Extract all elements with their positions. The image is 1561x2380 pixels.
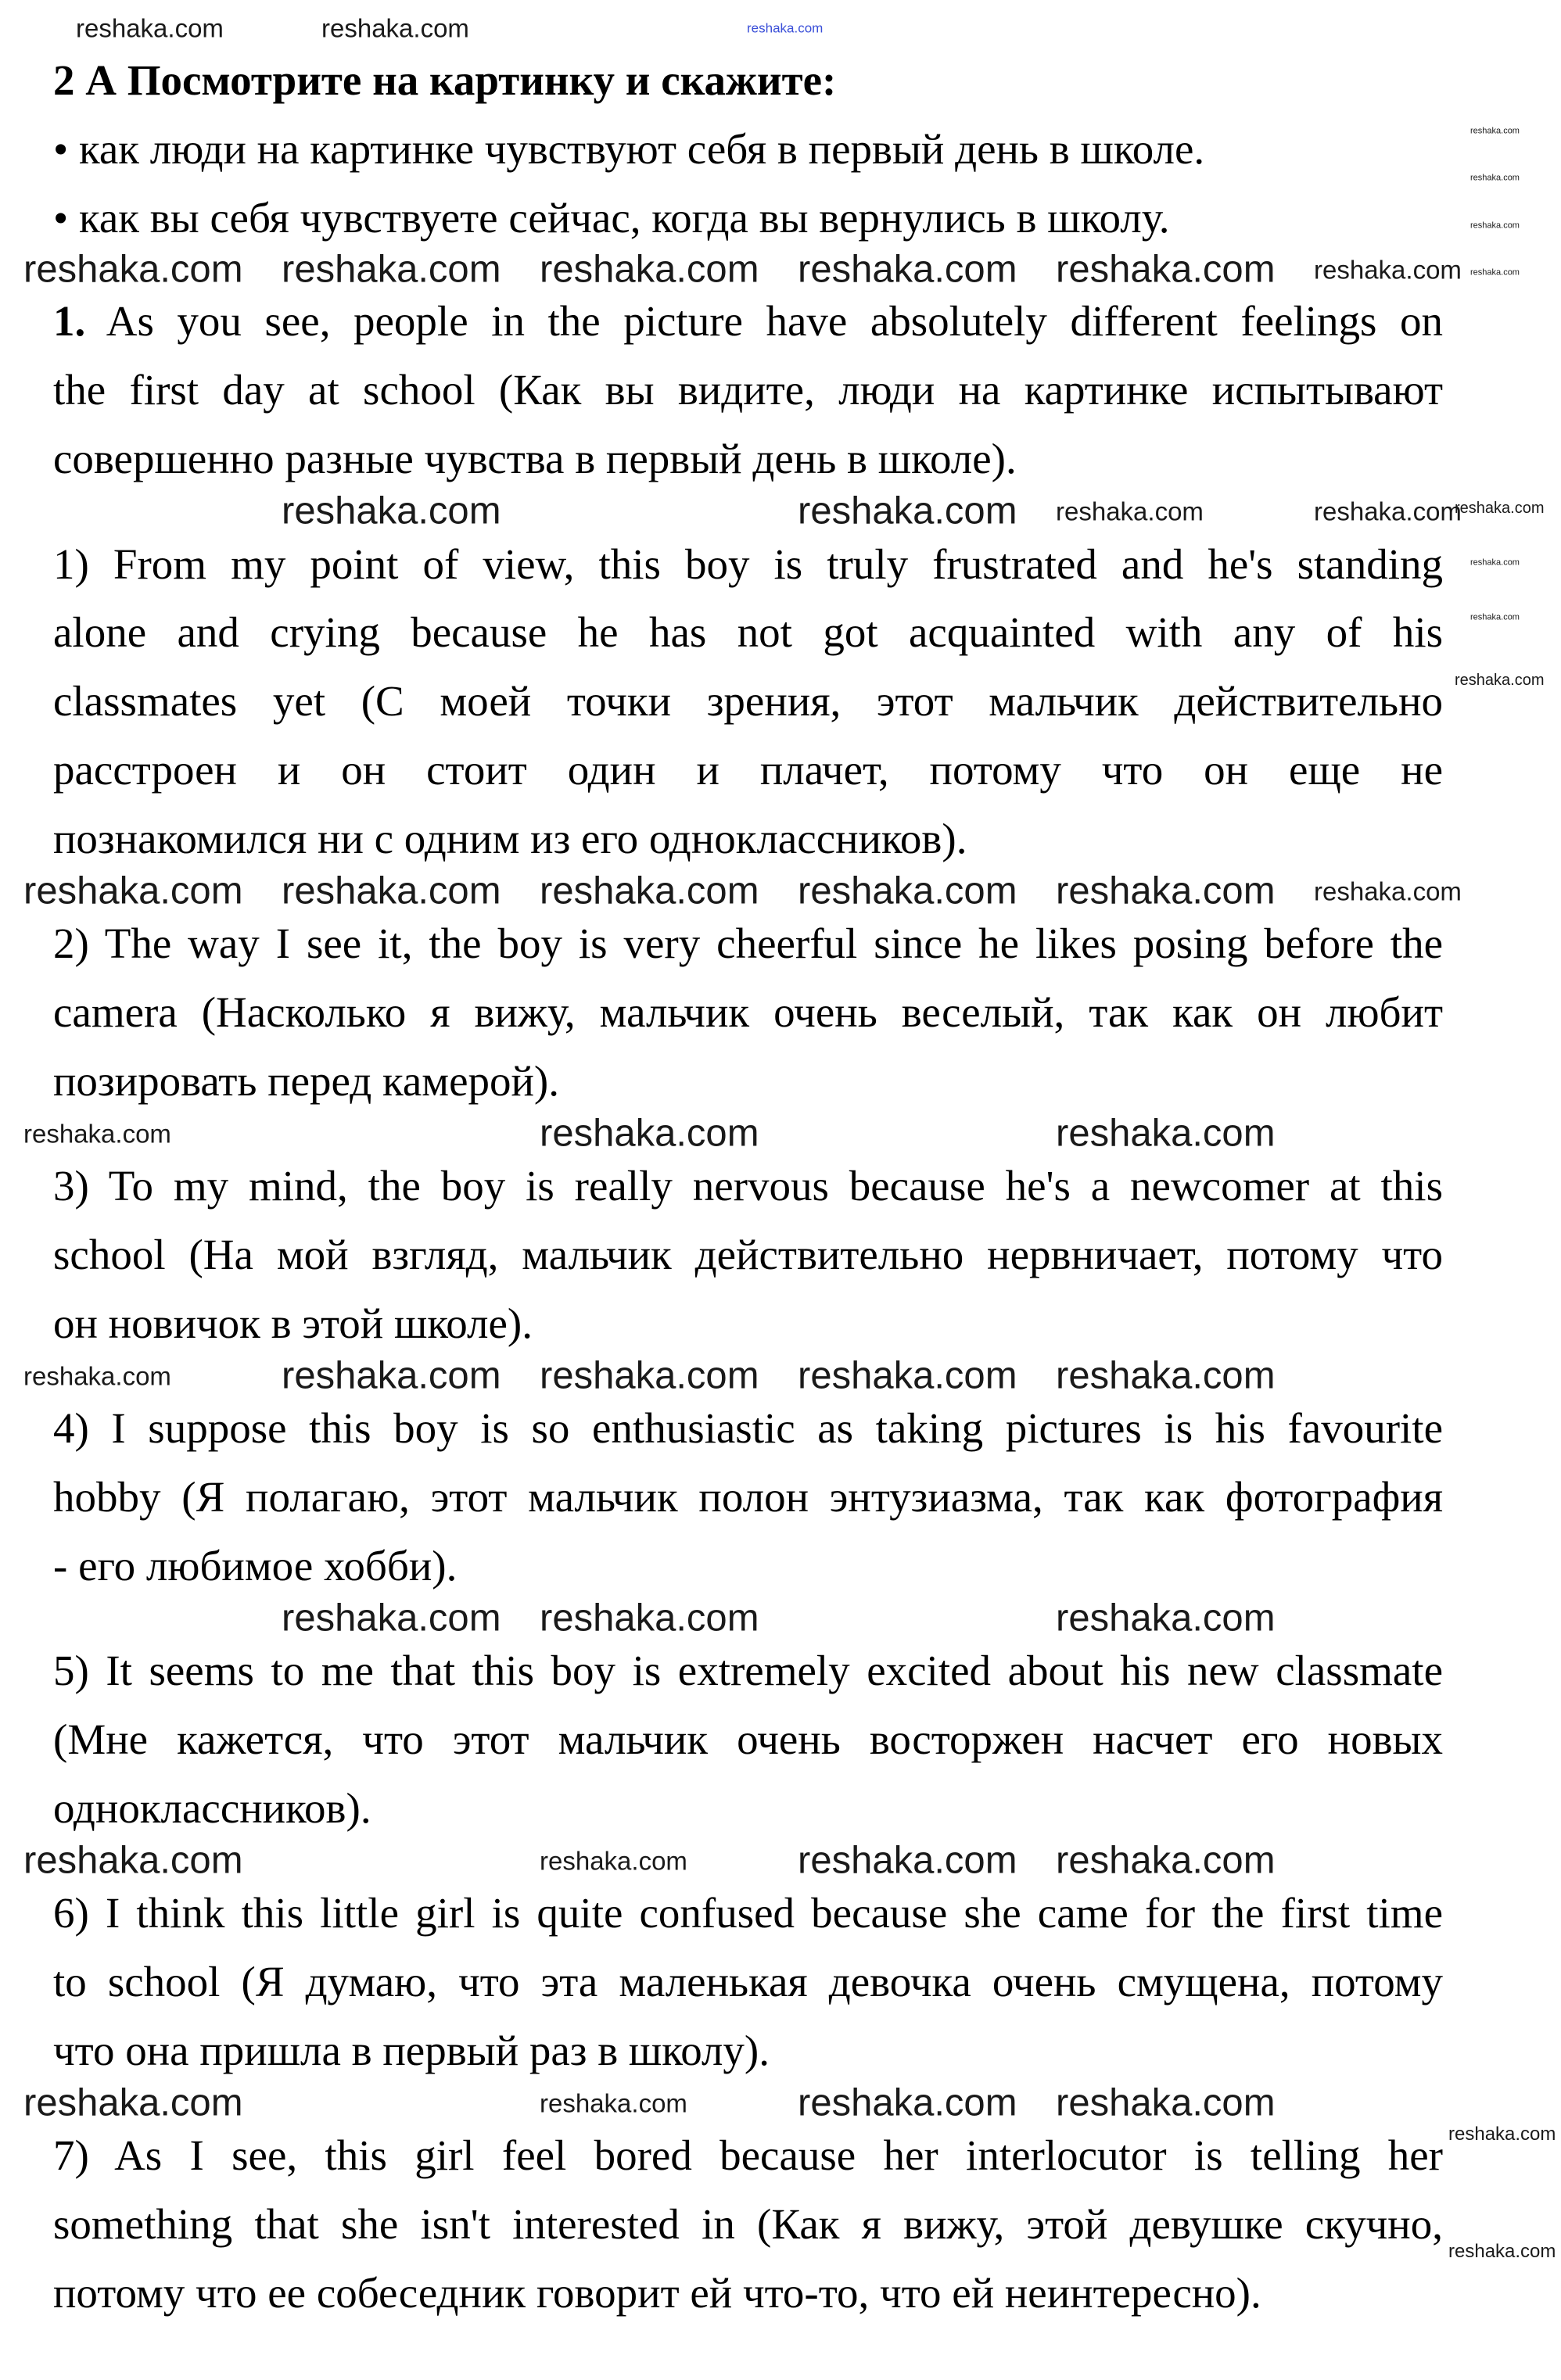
watermark: reshaka.com	[1056, 869, 1276, 912]
paragraph-line: 2) The way I see it, the boy is very cheerful since he likes posing before the	[53, 919, 1443, 968]
watermark: reshaka.com	[23, 1119, 171, 1149]
paragraph-line: 1) From my point of view, this boy is truly frustrated and he's standing	[53, 539, 1443, 588]
paragraph-line: 7) As I see, this girl feel bored because her interlocutor is telling her	[53, 2131, 1443, 2180]
watermark: reshaka.com	[540, 1597, 759, 1640]
paragraph-line: the first day at school (Как вы видите, люди на картинке испытывают	[53, 366, 1443, 414]
watermark: reshaka.com	[282, 1354, 501, 1397]
watermark: reshaka.com	[1314, 876, 1462, 906]
watermark: reshaka.com	[1056, 1354, 1276, 1397]
watermark: reshaka.com	[540, 2088, 687, 2118]
watermark: reshaka.com	[1470, 126, 1520, 136]
paragraph-line: одноклассников).	[53, 1783, 371, 1832]
watermark: reshaka.com	[321, 13, 469, 43]
watermark: reshaka.com	[1448, 2241, 1556, 2262]
paragraph-line: 3) To my mind, the boy is really nervous because he's a newcomer at this	[53, 1162, 1443, 1210]
watermark: reshaka.com	[798, 869, 1017, 912]
watermark: reshaka.com	[1056, 1839, 1276, 1882]
watermark: reshaka.com	[1470, 173, 1520, 183]
paragraph-line: alone and crying because he has not got acquainted with any of his	[53, 608, 1443, 657]
watermark: reshaka.com	[282, 489, 501, 532]
watermark: reshaka.com	[1470, 220, 1520, 231]
watermark: reshaka.com	[282, 1597, 501, 1640]
section-title: 2 А Посмотрите на картинку и скажите:	[53, 56, 837, 105]
watermark: reshaka.com	[23, 2081, 243, 2124]
paragraph-line: to school (Я думаю, что эта маленькая девочка очень смущена, потому	[53, 1958, 1443, 2005]
watermark: reshaka.com	[798, 489, 1017, 532]
watermark: reshaka.com	[23, 1839, 243, 1882]
watermark: reshaka.com	[540, 1846, 687, 1876]
bullet-item: • как вы себя чувствуете сейчас, когда вы вернулись в школу.	[53, 193, 1170, 242]
watermark: reshaka.com	[282, 248, 501, 291]
paragraph-line: расстроен и он стоит один и плачет, потому что он еще не	[53, 745, 1443, 794]
watermark: reshaka.com	[798, 1354, 1017, 1397]
watermark: reshaka.com	[1056, 496, 1204, 526]
paragraph-line: что она пришла в первый раз в школу).	[53, 2026, 770, 2074]
watermark: reshaka.com	[1314, 496, 1462, 526]
watermark: reshaka.com	[1470, 557, 1520, 568]
watermark: reshaka.com	[1448, 2124, 1556, 2145]
watermark: reshaka.com	[798, 248, 1017, 291]
watermark: reshaka.com	[23, 869, 243, 912]
watermark: reshaka.com	[1455, 672, 1545, 689]
watermark: reshaka.com	[747, 20, 824, 36]
watermark: reshaka.com	[1056, 1112, 1276, 1155]
watermark: reshaka.com	[1056, 248, 1276, 291]
line-text: As you see, people in the picture have absolutely different feelings on	[106, 297, 1443, 346]
watermark: reshaka.com	[540, 869, 759, 912]
paragraph-line: позировать перед камерой).	[53, 1056, 559, 1105]
bullet-item: • как люди на картинке чувствуют себя в первый день в школе.	[53, 125, 1205, 174]
paragraph-line: something that she isn't interested in (Как я вижу, этой девушке скучно,	[53, 2200, 1443, 2249]
watermark: reshaka.com	[1056, 2081, 1276, 2124]
watermark: reshaka.com	[1470, 267, 1520, 278]
paragraph-line: hobby (Я полагаю, этот мальчик полон энтузиазма, так как фотография	[53, 1472, 1443, 1521]
watermark: reshaka.com	[1455, 500, 1545, 517]
paragraph-line: school (На мой взгляд, мальчик действительно нервничает, потому что	[53, 1230, 1443, 1278]
paragraph-line: - его любимое хобби).	[53, 1541, 458, 1590]
paragraph-line: потому что ее собеседник говорит ей что-то, что ей неинтересно).	[53, 2268, 1261, 2317]
watermark: reshaka.com	[798, 2081, 1017, 2124]
watermark: reshaka.com	[798, 1839, 1017, 1882]
watermark: reshaka.com	[23, 1361, 171, 1391]
paragraph-line: 4) I suppose this boy is so enthusiastic as taking pictures is his favourite	[53, 1404, 1443, 1453]
watermark: reshaka.com	[1056, 1597, 1276, 1640]
paragraph-line: 5) It seems to me that this boy is extremely excited about his new classmate	[53, 1647, 1443, 1695]
answer-number: 1.	[53, 297, 86, 346]
watermark: reshaka.com	[540, 1354, 759, 1397]
paragraph-line: (Мне кажется, что этот мальчик очень восторжен насчет его новых	[53, 1715, 1443, 1763]
paragraph-line: classmates yet (С моей точки зрения, этот мальчик действительно	[53, 677, 1443, 725]
paragraph-line: совершенно разные чувства в первый день в школе).	[53, 434, 1017, 482]
watermark: reshaka.com	[1470, 612, 1520, 622]
paragraph-line: 6) I think this little girl is quite confused because she came for the first time	[53, 1889, 1443, 1937]
paragraph-line	[53, 297, 1443, 346]
watermark: reshaka.com	[23, 248, 243, 291]
paragraph-line: camera (Насколько я вижу, мальчик очень веселый, так как он любит	[53, 987, 1443, 1036]
watermark: reshaka.com	[540, 248, 759, 291]
watermark: reshaka.com	[1314, 255, 1462, 285]
paragraph-line: он новичок в этой школе).	[53, 1299, 533, 1347]
watermark: reshaka.com	[282, 869, 501, 912]
watermark: reshaka.com	[540, 1112, 759, 1155]
watermark: reshaka.com	[76, 13, 224, 43]
paragraph-line: познакомился ни с одним из его одноклассников).	[53, 814, 967, 862]
